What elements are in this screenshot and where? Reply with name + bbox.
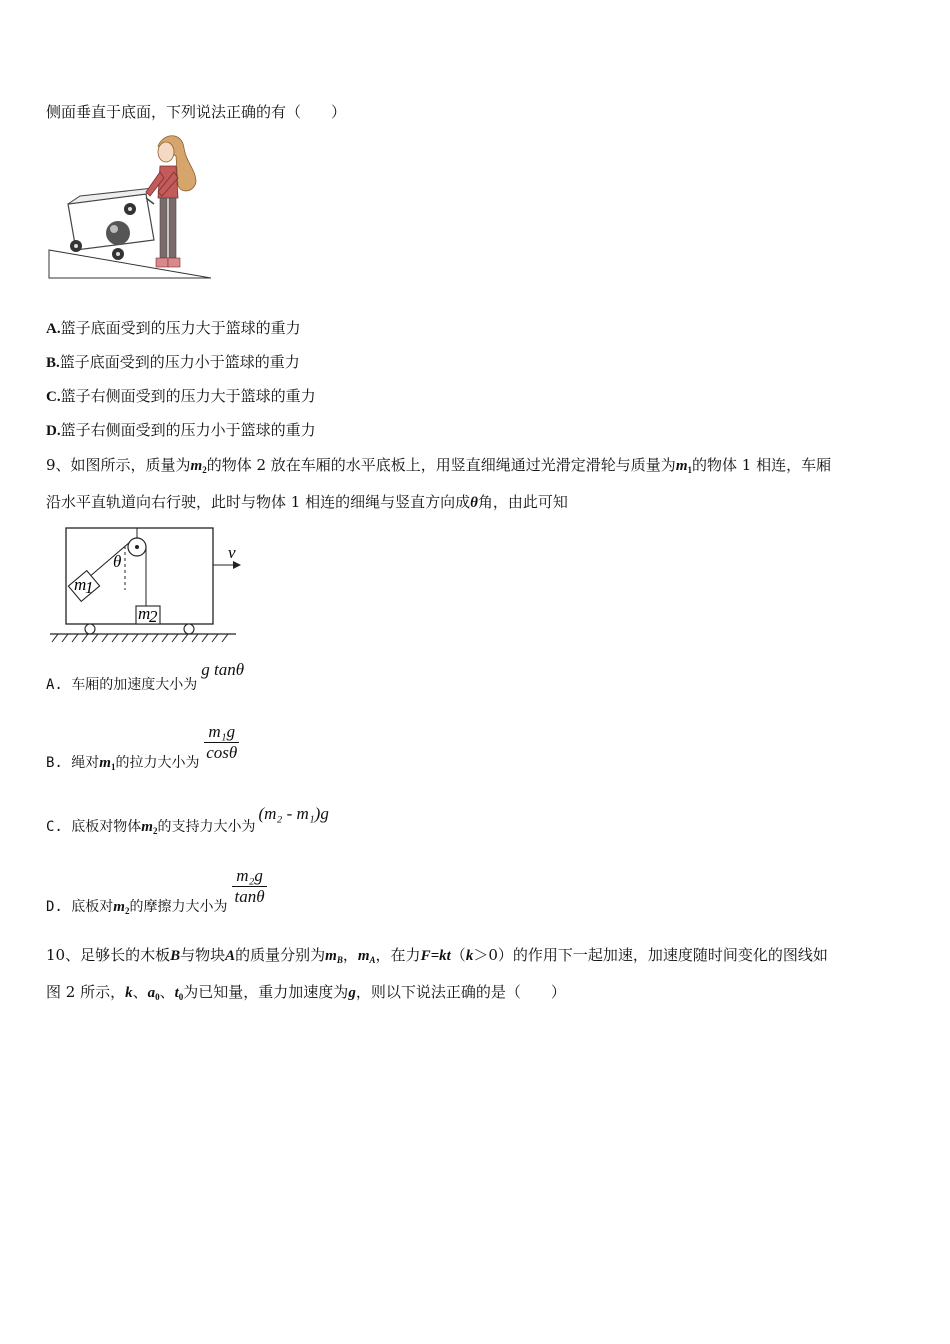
q10-stem-line1: 10、足够长的木板B与物块A的质量分别为$m_B$，$m_A$，在力F=kt（k＞0）的作用下一起加速，加速度随时间变化的图线如 (46, 946, 828, 965)
q9-option-d-fraction: $\frac{\text{m₂g}}{\tan\theta}$ (232, 866, 267, 907)
q8-option-b: B.篮子底面受到的压力小于篮球的重力 (46, 353, 300, 371)
q9-m2-sub: 2 (149, 607, 158, 626)
q8-option-a: A.篮子底面受到的压力大于篮球的重力 (46, 319, 301, 337)
q9-stem-line1: 9、如图所示，质量为$m_2$的物体 2 放在车厢的水平底板上，用竖直细绳通过光滑定滑轮与质量为$m_1$的物体 1 相连，车厢 (46, 456, 832, 475)
q9-option-a: A. 车厢的加速度大小为g tanθ (46, 660, 245, 693)
q9-m1-label: m (74, 575, 87, 594)
q8-option-c: C.篮子右侧面受到的压力大于篮球的重力 (46, 387, 316, 405)
q10-stem-line2: 图 2 所示，k、$a_0$、$t_0$为已知量，重力加速度为g，则以下说法正确的是（ ） (46, 983, 566, 1002)
q9-stem-line2: 沿水平直轨道向右行驶，此时与物体 1 相连的细绳与竖直方向成θ角，由此可知 (46, 493, 568, 511)
q9-theta-label: θ (113, 552, 122, 571)
q9-option-d: D. 底板对$m_2$的摩擦力大小为 $\frac{\text{m₂g}}{\tan\theta}$ (46, 860, 267, 910)
q9-m1-sub: 1 (85, 578, 94, 597)
q9-velocity-label: v (228, 543, 236, 562)
q8-option-d: D.篮子右侧面受到的压力小于篮球的重力 (46, 421, 316, 439)
q9-m2-label: m (138, 604, 151, 623)
q9-option-b-fraction: $\frac{\text{m₁g}}{\cos\theta}$ (206, 722, 238, 762)
q8-stem: 侧面垂直于底面，下列说法正确的有（ ） (46, 103, 347, 121)
q8-figure (46, 132, 216, 282)
q9-option-c: C. 底板对物体$m_2$的支持力大小为(m₂ - m₁)g (46, 804, 329, 836)
q9-figure (46, 522, 246, 644)
q9-option-b: B. 绳对$m_1$的拉力大小为 $\frac{\text{m₁g}}{\cos\theta}$ (46, 722, 238, 772)
